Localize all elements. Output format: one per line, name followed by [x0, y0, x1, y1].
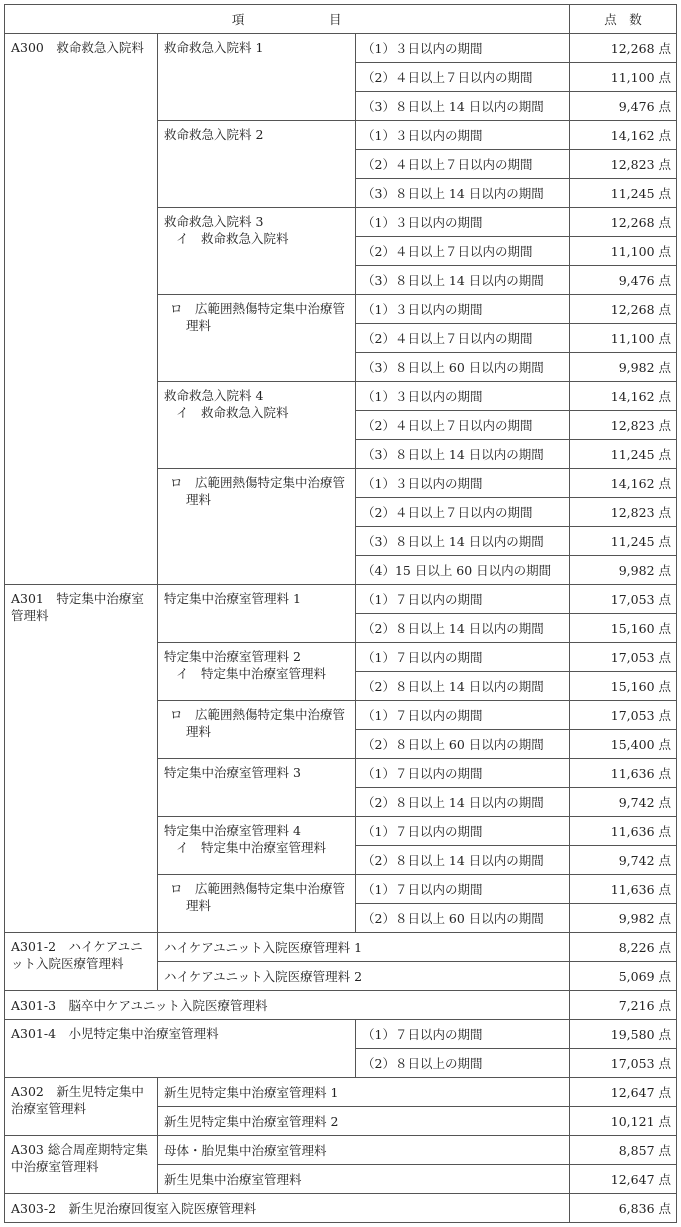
points-cell: 11,100 点	[570, 237, 677, 266]
period-cell: （1）７日以内の期間	[356, 1020, 570, 1049]
item-label: 新生児特定集中治療室管理料 2	[158, 1107, 570, 1136]
period-cell: （1）３日以内の期間	[356, 121, 570, 150]
sub-label: ロ 広範囲熱傷特定集中治療管理料	[158, 469, 356, 585]
period-cell: （2）４日以上７日以内の期間	[356, 63, 570, 92]
points-cell: 9,982 点	[570, 556, 677, 585]
period-cell: （2）４日以上７日以内の期間	[356, 237, 570, 266]
period-cell: （2）８日以上 14 日以内の期間	[356, 788, 570, 817]
table-row	[5, 1194, 677, 1223]
points-cell: 8,857 点	[570, 1136, 677, 1165]
period-cell: （2）８日以上 60 日以内の期間	[356, 904, 570, 933]
sub-label: 特定集中治療室管理料 3	[158, 759, 356, 817]
period-cell: （2）８日以上 14 日以内の期間	[356, 846, 570, 875]
points-cell: 12,823 点	[570, 498, 677, 527]
points-cell: 9,982 点	[570, 904, 677, 933]
period-cell: （1）３日以内の期間	[356, 295, 570, 324]
header-points: 点 数	[570, 5, 677, 34]
points-cell: 9,742 点	[570, 846, 677, 875]
period-cell: （3）８日以上 14 日以内の期間	[356, 527, 570, 556]
points-cell: 11,636 点	[570, 759, 677, 788]
points-cell: 11,100 点	[570, 63, 677, 92]
points-cell: 15,400 点	[570, 730, 677, 759]
code-a303: A303 総合周産期特定集中治療室管理料	[5, 1136, 158, 1194]
sub-label: ロ 広範囲熱傷特定集中治療管理料	[158, 701, 356, 759]
code-a303-2: A303-2 新生児治療回復室入院医療管理料	[5, 1194, 570, 1223]
period-cell: （1）３日以内の期間	[356, 208, 570, 237]
period-cell: （1）７日以内の期間	[356, 759, 570, 788]
sub-label: 救命救急入院料 1	[158, 34, 356, 121]
period-cell: （2）８日以上 14 日以内の期間	[356, 614, 570, 643]
period-cell: （2）８日以上 14 日以内の期間	[356, 672, 570, 701]
period-cell: （2）４日以上７日以内の期間	[356, 411, 570, 440]
points-cell: 12,647 点	[570, 1165, 677, 1194]
points-cell: 9,476 点	[570, 92, 677, 121]
points-cell: 14,162 点	[570, 382, 677, 411]
points-cell: 15,160 点	[570, 672, 677, 701]
period-cell: （1）７日以内の期間	[356, 643, 570, 672]
period-cell: （4）15 日以上 60 日以内の期間	[356, 556, 570, 585]
period-cell: （1）７日以内の期間	[356, 817, 570, 846]
points-cell: 17,053 点	[570, 701, 677, 730]
points-cell: 9,476 点	[570, 266, 677, 295]
points-cell: 12,823 点	[570, 150, 677, 179]
period-cell: （3）８日以上 14 日以内の期間	[356, 440, 570, 469]
item-label: ハイケアユニット入院医療管理料 1	[158, 933, 570, 962]
points-cell: 11,245 点	[570, 527, 677, 556]
period-cell: （1）３日以内の期間	[356, 469, 570, 498]
item-label: ハイケアユニット入院医療管理料 2	[158, 962, 570, 991]
points-cell: 12,268 点	[570, 34, 677, 63]
points-cell: 11,245 点	[570, 179, 677, 208]
period-cell: （2）４日以上７日以内の期間	[356, 150, 570, 179]
points-cell: 19,580 点	[570, 1020, 677, 1049]
sub-label: ロ 広範囲熱傷特定集中治療管理料	[158, 295, 356, 382]
points-cell: 11,100 点	[570, 324, 677, 353]
points-cell: 8,226 点	[570, 933, 677, 962]
table-row	[5, 34, 677, 63]
code-a301-4: A301-4 小児特定集中治療室管理料	[5, 1020, 356, 1078]
points-cell: 9,982 点	[570, 353, 677, 382]
code-a301: A301 特定集中治療室管理料	[5, 585, 158, 933]
points-cell: 9,742 点	[570, 788, 677, 817]
item-label: 母体・胎児集中治療室管理料	[158, 1136, 570, 1165]
item-label: 新生児特定集中治療室管理料 1	[158, 1078, 570, 1107]
sub-label: 特定集中治療室管理料 2 イ 特定集中治療室管理料	[158, 643, 356, 701]
item-label: 新生児集中治療室管理料	[158, 1165, 570, 1194]
points-cell: 6,836 点	[570, 1194, 677, 1223]
table-row	[5, 585, 677, 614]
table-row	[5, 991, 677, 1020]
points-cell: 15,160 点	[570, 614, 677, 643]
points-cell: 7,216 点	[570, 991, 677, 1020]
points-cell: 12,647 点	[570, 1078, 677, 1107]
points-cell: 11,636 点	[570, 817, 677, 846]
period-cell: （3）８日以上 14 日以内の期間	[356, 92, 570, 121]
points-cell: 12,268 点	[570, 295, 677, 324]
sub-label: 特定集中治療室管理料 4 イ 特定集中治療室管理料	[158, 817, 356, 875]
sub-label: 救命救急入院料 4 イ 救命救急入院料	[158, 382, 356, 469]
points-cell: 14,162 点	[570, 121, 677, 150]
code-a301-2: A301-2 ハイケアユニット入院医療管理料	[5, 933, 158, 991]
period-cell: （2）８日以上 60 日以内の期間	[356, 730, 570, 759]
period-cell: （3）８日以上 14 日以内の期間	[356, 179, 570, 208]
code-a300: A300 救命救急入院料	[5, 34, 158, 585]
sub-label: ロ 広範囲熱傷特定集中治療管理料	[158, 875, 356, 933]
sub-label: 救命救急入院料 3 イ 救命救急入院料	[158, 208, 356, 295]
points-cell: 12,268 点	[570, 208, 677, 237]
period-cell: （2）４日以上７日以内の期間	[356, 498, 570, 527]
period-cell: （3）８日以上 60 日以内の期間	[356, 353, 570, 382]
points-cell: 11,245 点	[570, 440, 677, 469]
table-row	[5, 1078, 677, 1107]
table-row	[5, 933, 677, 962]
points-cell: 10,121 点	[570, 1107, 677, 1136]
header-item: 項 目	[5, 5, 570, 34]
code-a302: A302 新生児特定集中治療室管理料	[5, 1078, 158, 1136]
period-cell: （1）３日以内の期間	[356, 34, 570, 63]
period-cell: （1）７日以内の期間	[356, 585, 570, 614]
table-row	[5, 1136, 677, 1165]
points-cell: 11,636 点	[570, 875, 677, 904]
points-cell: 17,053 点	[570, 643, 677, 672]
sub-label: 特定集中治療室管理料 1	[158, 585, 356, 643]
fee-table	[4, 4, 677, 1223]
points-cell: 12,823 点	[570, 411, 677, 440]
period-cell: （2）８日以上の期間	[356, 1049, 570, 1078]
period-cell: （2）４日以上７日以内の期間	[356, 324, 570, 353]
period-cell: （1）７日以内の期間	[356, 701, 570, 730]
points-cell: 5,069 点	[570, 962, 677, 991]
points-cell: 17,053 点	[570, 585, 677, 614]
points-cell: 17,053 点	[570, 1049, 677, 1078]
period-cell: （3）８日以上 14 日以内の期間	[356, 266, 570, 295]
period-cell: （1）７日以内の期間	[356, 875, 570, 904]
period-cell: （1）３日以内の期間	[356, 382, 570, 411]
sub-label: 救命救急入院料 2	[158, 121, 356, 208]
code-a301-3: A301-3 脳卒中ケアユニット入院医療管理料	[5, 991, 570, 1020]
table-row	[5, 1020, 677, 1049]
header-row	[5, 5, 677, 34]
points-cell: 14,162 点	[570, 469, 677, 498]
